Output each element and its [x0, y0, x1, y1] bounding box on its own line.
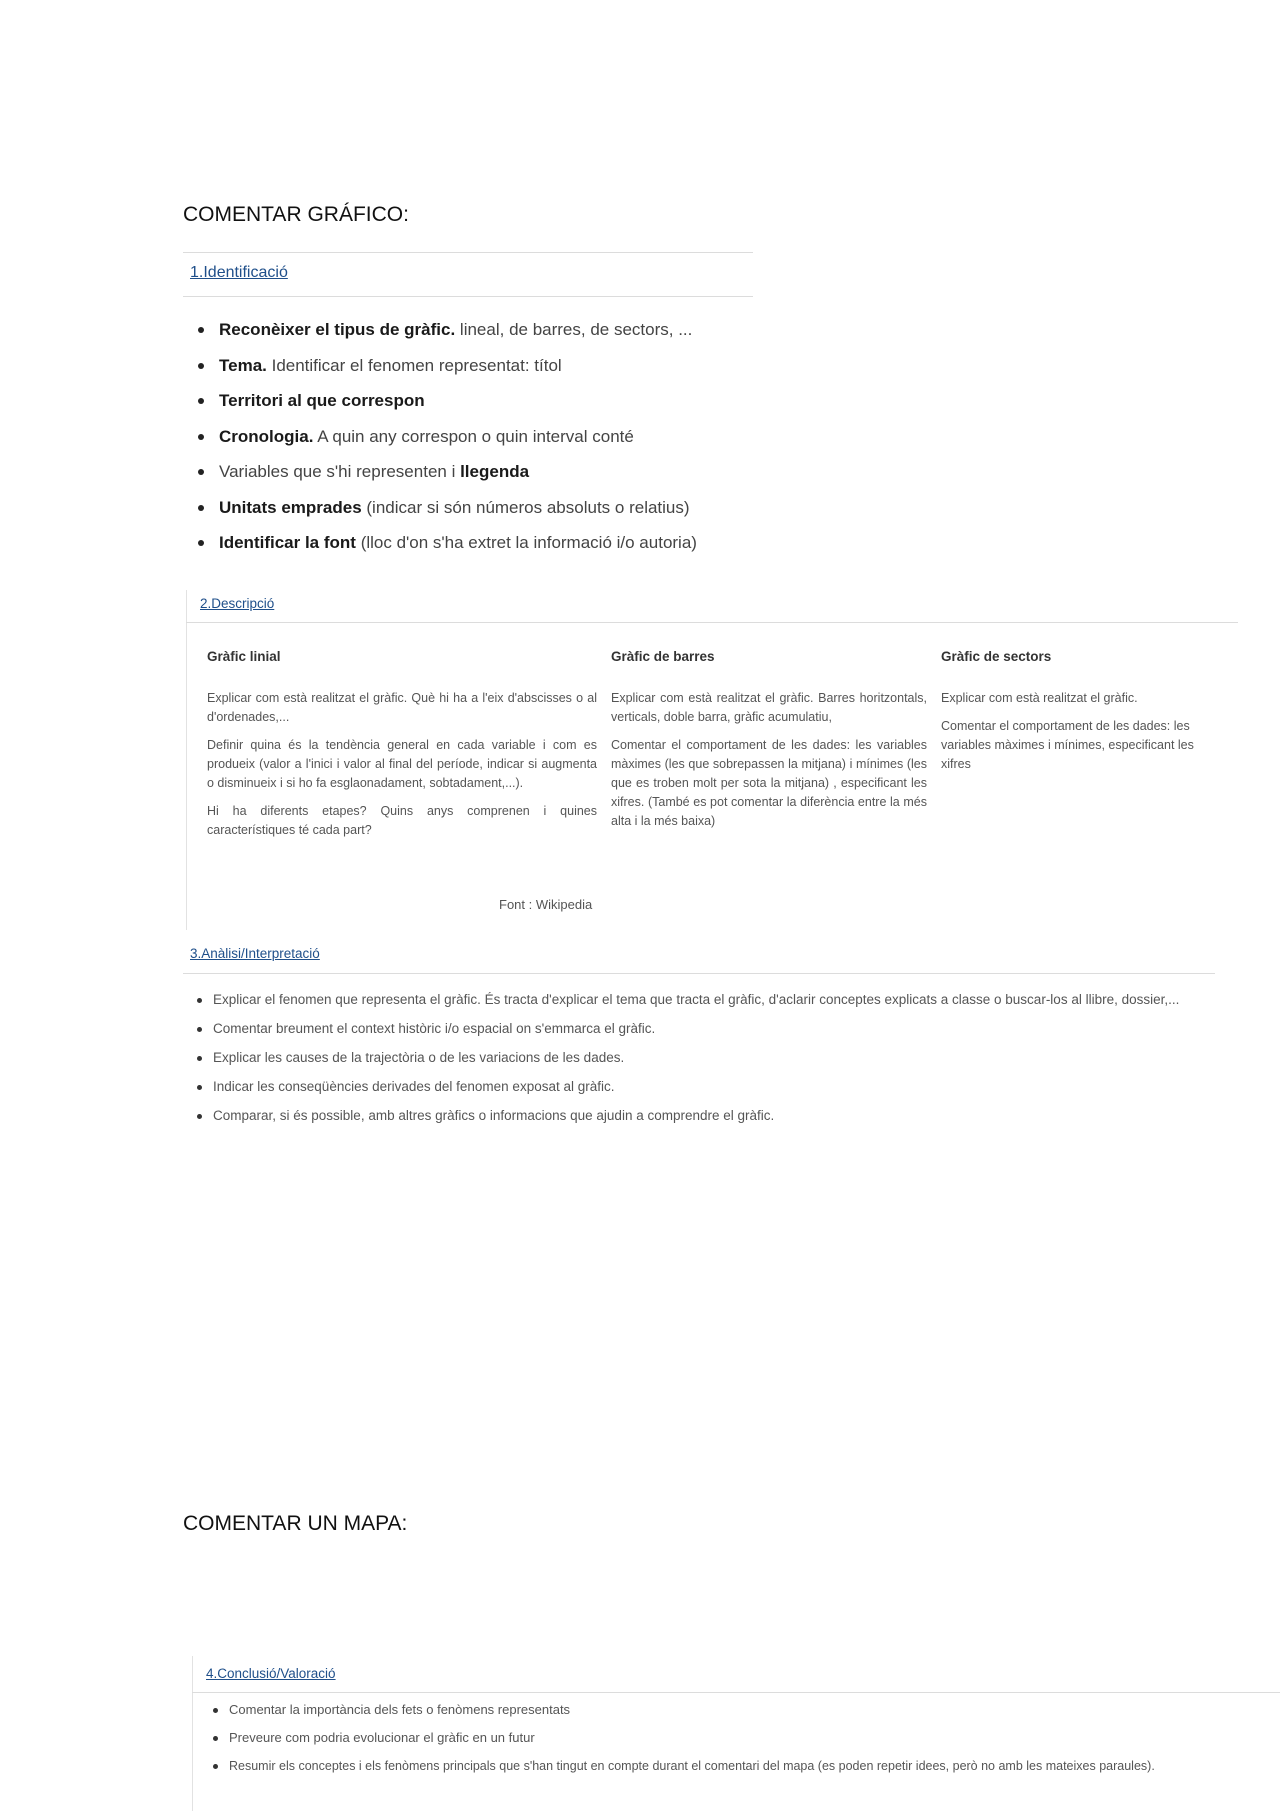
list-item: Identificar la font (lloc d'on s'ha extret la informació i/o autoria): [183, 531, 803, 567]
section1-heading-link[interactable]: 1.Identificació: [190, 264, 288, 281]
list-item: Explicar el fenomen que representa el gràfic. És tracta d'explicar el tema que tracta el gràfic, d'aclarir conceptes explicats a classe o buscar-los al llibre, dossier,...: [183, 990, 1179, 1019]
list-item: Unitats emprades (indicar si són números absoluts o relatius): [183, 496, 803, 532]
conclusion-list: [199, 1700, 1155, 1784]
col-barres-title: Gràfic de barres: [611, 649, 715, 664]
list-item: Comparar, si és possible, amb altres gràfics o informacions que ajudin a comprendre el gràfic.: [183, 1106, 1179, 1135]
section4-left-border: [192, 1656, 193, 1811]
list-item: Comentar la importància dels fets o fenòmens representats: [199, 1700, 1155, 1728]
section1-bottom-rule: [183, 296, 753, 297]
list-item: Comentar breument el context històric i/o espacial on s'emmarca el gràfic.: [183, 1019, 1179, 1048]
analysis-list: [183, 990, 1179, 1135]
col-sectors-title: Gràfic de sectors: [941, 649, 1052, 664]
list-item: Territori al que correspon: [183, 389, 803, 425]
col-paragraph: Hi ha diferents etapes? Quins anys comprenen i quines característiques té cada part?: [207, 804, 597, 837]
list-item: Variables que s'hi representen i llegenda: [183, 460, 803, 496]
col-paragraph: Explicar com està realitzat el gràfic. Què hi ha a l'eix d'abscisses o al d'ordenades,...: [207, 691, 597, 724]
source-note: Font : Wikipedia: [499, 897, 593, 912]
list-item: Reconèixer el tipus de gràfic. lineal, de barres, de sectors, ...: [183, 318, 803, 354]
col-linial-title: Gràfic linial: [207, 649, 281, 664]
list-item: Resumir els conceptes i els fenòmens principals que s'han tingut en compte durant el comentari del mapa (es poden repetir idees, però no amb les mateixes paraules).: [199, 1756, 1155, 1784]
identification-list: [183, 318, 803, 567]
section4-rule: [192, 1692, 1280, 1693]
section2-heading-link[interactable]: 2.Descripció: [200, 596, 275, 611]
list-item: Preveure com podria evolucionar el gràfic en un futur: [199, 1728, 1155, 1756]
col-linial-body: [207, 689, 597, 849]
col-paragraph: Comentar el comportament de les dades: les variables màximes i mínimes, especificant les xifres: [941, 719, 1194, 771]
list-item: Tema. Identificar el fenomen representat: títol: [183, 354, 803, 390]
list-item: Cronologia. A quin any correspon o quin interval conté: [183, 425, 803, 461]
col-paragraph: Definir quina és la tendència general en cada variable i com es produeix (valor a l'inici i valor al final del període, indicar si augmenta o disminueix i si ho fa esglaonadament, sobtadament,...).: [207, 738, 597, 790]
col-paragraph: Explicar com està realitzat el gràfic.: [941, 691, 1138, 705]
section2-left-border: [186, 590, 187, 930]
grafic-title: COMENTAR GRÁFICO:: [183, 203, 409, 226]
mapa-title: COMENTAR UN MAPA:: [183, 1512, 408, 1535]
section3-heading-link[interactable]: 3.Anàlisi/Interpretació: [190, 946, 320, 961]
section1-top-rule: [183, 252, 753, 253]
section3-rule: [183, 973, 1215, 974]
list-item: Explicar les causes de la trajectòria o de les variacions de les dades.: [183, 1048, 1179, 1077]
col-barres-body: [611, 689, 927, 840]
col-paragraph: Comentar el comportament de les dades: les variables màximes (les que sobrepassen la mitjana) i mínimes (les que es troben molt per sota la mitjana) , especificant les xifres. (També es pot comentar la diferència entre la més alta i la més baixa): [611, 738, 927, 828]
list-item: Indicar les conseqüències derivades del fenomen exposat al gràfic.: [183, 1077, 1179, 1106]
section4-heading-link[interactable]: 4.Conclusió/Valoració: [206, 1666, 336, 1681]
col-sectors-body: [941, 689, 1223, 783]
section2-rule: [186, 622, 1238, 623]
col-paragraph: Explicar com està realitzat el gràfic. Barres horitzontals, verticals, doble barra, gràfic acumulatiu,: [611, 691, 927, 724]
